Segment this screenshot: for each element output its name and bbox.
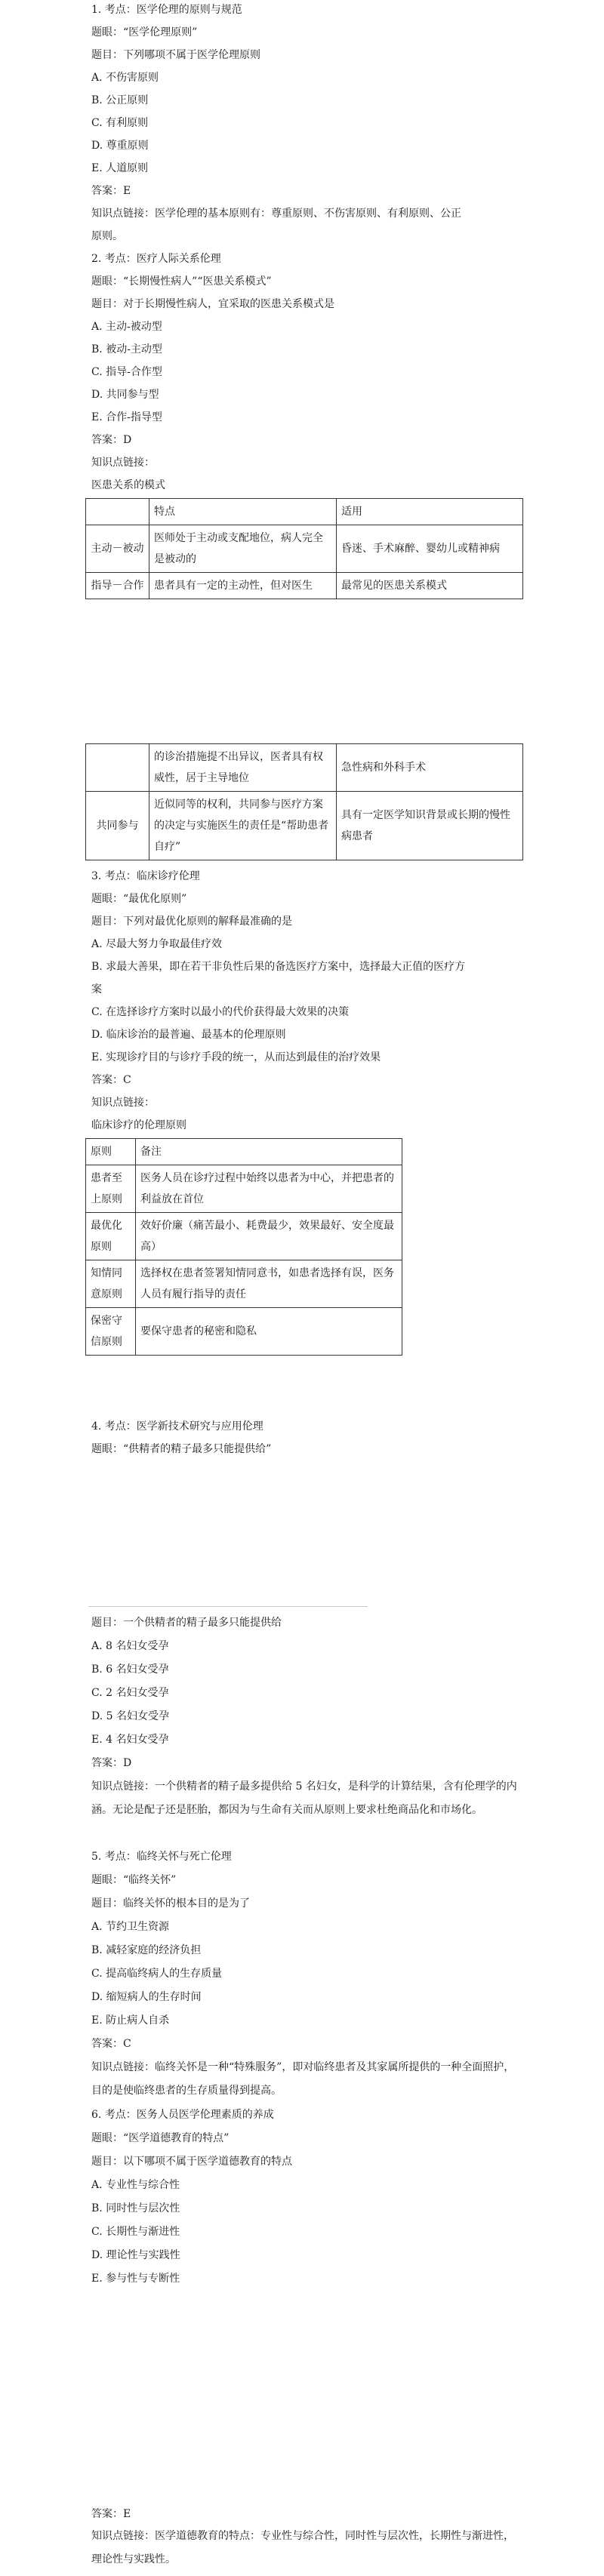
table-cell: 患者至上原则: [86, 1165, 136, 1213]
text-line: B. 同时性与层次性: [91, 2202, 180, 2214]
page-1: [0, 0, 604, 770]
table-cell: 近似同等的权利，共同参与医疗方案的决定与实施医生的责任是“帮助患者自疗”: [149, 792, 337, 860]
text-line: 5. 考点：临终关怀与死亡伦理: [91, 1851, 232, 1863]
text-paragraph: 知识点链接：一个供精者的精子最多提供给 5 名妇女，是科学的计算结果，含有伦理学的内涵。无论是配子还是胚胎，都因为与生命有关而从原则上要求杜绝商品化和市场化。: [91, 1780, 517, 1816]
text-line: 题目：下列对最优化原则的解释最准确的是: [91, 916, 292, 928]
text-line: B. 求最大善果，即在若干非负性后果的备选医疗方案中，选择最大正值的医疗方: [91, 961, 466, 973]
table-row: [86, 499, 523, 525]
text-line: D. 尊重原则: [91, 140, 149, 152]
table-cell: [86, 744, 149, 792]
table-cell: [86, 499, 149, 525]
text-line: D. 缩短病人的生存时间: [91, 1991, 202, 2003]
table-row: [86, 744, 523, 792]
text-line: 题目：一个供精者的精子最多只能提供给: [91, 1617, 282, 1629]
doctor-patient-model-table-continued: [85, 743, 523, 860]
text-line: B. 被动-主动型: [91, 343, 162, 355]
table-cell: 保密守信原则: [86, 1308, 136, 1356]
text-line: 答案：D: [91, 434, 132, 446]
text-line: 题眼：“医学道德教育的特点”: [91, 2132, 230, 2144]
text-line: 临床诊疗的伦理原则: [91, 1119, 186, 1131]
table-cell: 医师处于主动或支配地位，病人完全是被动的: [149, 525, 337, 573]
text-line: A. 专业性与综合性: [91, 2179, 180, 2191]
doctor-patient-model-table: [85, 498, 523, 599]
table-row: [86, 1308, 402, 1356]
text-line: 4. 考点：医学新技术研究与应用伦理: [91, 1420, 263, 1433]
text-line: D. 共同参与型: [91, 389, 159, 401]
text-line: 题目：下列哪项不属于医学伦理原则: [91, 49, 260, 61]
text-line: 题目：临终关怀的根本目的是为了: [91, 1897, 250, 1910]
text-line: C. 2 名妇女受孕: [91, 1687, 169, 1699]
table-row: [86, 525, 523, 573]
table-row: [86, 1139, 402, 1165]
table-cell: 患者具有一定的主动性，但对医生: [149, 573, 337, 599]
text-line: 原则。: [91, 230, 123, 242]
text-line: B. 6 名妇女受孕: [91, 1663, 169, 1676]
text-line: 1. 考点：医学伦理的原则与规范: [91, 4, 242, 16]
table-cell: 备注: [136, 1139, 402, 1165]
text-line: 题眼：“医学伦理原则”: [91, 26, 198, 38]
table-row: [86, 1165, 402, 1213]
table-cell: 效好价廉（痛苦最小、耗费最少，效果最好、安全度最高）: [136, 1213, 402, 1260]
text-line: E. 4 名妇女受孕: [91, 1734, 169, 1746]
text-line: 题眼：“供精者的精子最多只能提供给”: [91, 1443, 272, 1455]
text-line: A. 8 名妇女受孕: [91, 1640, 169, 1652]
text-line: 知识点链接：: [91, 457, 155, 469]
text-line: 题目：以下哪项不属于医学道德教育的特点: [91, 2156, 292, 2168]
table-row: [86, 1260, 402, 1308]
table-cell: 最常见的医患关系模式: [337, 573, 523, 599]
text-line: 知识点链接：: [91, 1097, 155, 1109]
text-line: C. 指导-合作型: [91, 366, 162, 378]
text-line: E. 实现诊疗目的与诊疗手段的统一，从而达到最佳的治疗效果: [91, 1051, 381, 1063]
table-cell: 昏迷、手术麻醉、婴幼儿或精神病: [337, 525, 523, 573]
text-line: D. 临床诊治的最普遍、最基本的伦理原则: [91, 1029, 286, 1041]
table-cell: 具有一定医学知识背景或长期的慢性病患者: [337, 792, 523, 860]
text-line: 题眼：“最优化原则”: [91, 893, 187, 905]
table-cell: 要保守患者的秘密和隐私: [136, 1308, 402, 1356]
table-cell: 特点: [149, 499, 337, 525]
table-cell: 选择权在患者签署知情同意书，如患者选择有误，医务人员有履行指导的责任: [136, 1260, 402, 1308]
text-line: E. 防止病人自杀: [91, 2014, 170, 2027]
text-line: 医患关系的模式: [91, 479, 165, 491]
table-cell: 共同参与: [86, 792, 149, 860]
text-line: 题眼：“长期慢性病人”“医患关系模式”: [91, 275, 272, 288]
text-line: 6. 考点：医务人员医学伦理素质的养成: [91, 2109, 274, 2121]
text-line: A. 尽最大努力争取最佳疗效: [91, 938, 223, 950]
text-line: C. 在选择诊疗方案时以最小的代价获得最大效果的决策: [91, 1006, 350, 1018]
text-line: 题眼：“临终关怀”: [91, 1874, 177, 1886]
page-4: [0, 2504, 604, 2576]
text-line: E. 人道原则: [91, 162, 149, 174]
table-cell: 适用: [337, 499, 523, 525]
text-line: A. 主动-被动型: [91, 321, 162, 333]
table-cell: 的诊治措施提不出异议，医者具有权威性，居于主导地位: [149, 744, 337, 792]
page-separator: [88, 1606, 368, 1607]
table-cell: 医务人员在诊疗过程中始终以患者为中心，并把患者的利益放在首位: [136, 1165, 402, 1213]
text-line: 答案：C: [91, 2038, 131, 2050]
text-line: D. 5 名妇女受孕: [91, 1710, 169, 1722]
text-line: B. 减轻家庭的经济负担: [91, 1944, 202, 1956]
text-line: 题目：对于长期慢性病人，宜采取的医患关系模式是: [91, 298, 334, 310]
table-cell: 最优化原则: [86, 1213, 136, 1260]
table-cell: 急性病和外科手术: [337, 744, 523, 792]
text-line: E. 参与性与专断性: [91, 2273, 180, 2285]
table-row: [86, 573, 523, 599]
table-cell: 指导－合作: [86, 573, 149, 599]
page-2: [0, 743, 604, 1559]
table-cell: 原则: [86, 1139, 136, 1165]
text-line: 答案：E: [91, 2508, 131, 2520]
text-line: E. 合作-指导型: [91, 411, 162, 423]
table-row: [86, 792, 523, 860]
text-line: A. 不伤害原则: [91, 72, 159, 84]
text-line: 答案：E: [91, 185, 131, 197]
text-paragraph: 知识点链接：医学道德教育的特点：专业性与综合性，同时性与层次性，长期性与渐进性，理论性与实践性。: [91, 2530, 514, 2565]
text-line: C. 长期性与渐进性: [91, 2226, 180, 2238]
text-line: B. 公正原则: [91, 94, 149, 106]
text-line: C. 有利原则: [91, 117, 149, 129]
clinical-ethics-principles-table: [85, 1138, 402, 1356]
text-line: A. 节约卫生资源: [91, 1921, 170, 1933]
text-paragraph: 知识点链接：临终关怀是一种“特殊服务”，即对临终患者及其家属所提供的一种全面照护，目的是使临终患者的生存质量得到提高。: [91, 2061, 515, 2097]
table-cell: 知情同意原则: [86, 1260, 136, 1308]
text-line: 知识点链接：医学伦理的基本原则有：尊重原则、不伤害原则、有利原则、公正: [91, 208, 461, 220]
text-line: D. 理论性与实践性: [91, 2249, 180, 2261]
table-row: [86, 1213, 402, 1260]
page-3: [0, 1611, 604, 2366]
text-line: 案: [91, 983, 102, 996]
text-line: 3. 考点：临床诊疗伦理: [91, 870, 200, 882]
text-line: 答案：D: [91, 1757, 132, 1769]
text-line: C. 提高临终病人的生存质量: [91, 1968, 223, 1980]
text-line: 答案：C: [91, 1074, 131, 1086]
table-cell: 主动－被动: [86, 525, 149, 573]
text-line: 2. 考点：医疗人际关系伦理: [91, 253, 221, 265]
